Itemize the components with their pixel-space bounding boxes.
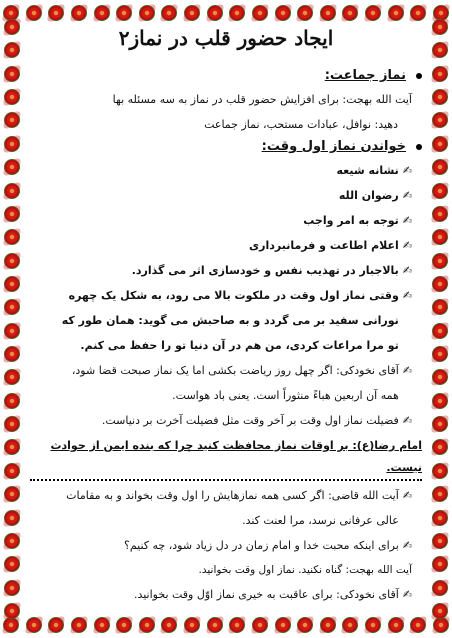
flower-icon (3, 18, 21, 36)
flower-icon (431, 415, 449, 433)
bullet-icon (416, 144, 422, 150)
writing-hand-icon: ✍ (402, 489, 412, 502)
flower-icon (3, 532, 21, 550)
flower-icon (431, 182, 449, 200)
flower-border-left (0, 18, 24, 620)
flower-icon (319, 4, 337, 22)
flower-icon (3, 415, 21, 433)
flower-icon (341, 616, 359, 634)
writing-hand-icon: ✍ (402, 364, 412, 377)
list-item: ✍ توجه به امر واجب (30, 208, 412, 233)
flower-icon (431, 392, 449, 410)
flower-icon (296, 4, 314, 22)
flower-icon (3, 158, 21, 176)
flower-icon (274, 4, 292, 22)
flower-icon (3, 252, 21, 270)
writing-hand-icon: ✍ (402, 239, 412, 252)
list-item-question: ✍ برای اینکه محبت خدا و امام زمان در دل زیاد شود، چه کنیم؟ (30, 533, 412, 558)
flower-icon (47, 616, 65, 634)
list-item: ✍ بالاجبار در تهذیب نفس و خودسازی اثر می گذارد. (30, 258, 412, 283)
document-body (30, 22, 422, 616)
flower-icon (160, 616, 178, 634)
flower-icon (3, 88, 21, 106)
writing-hand-icon: ✍ (402, 264, 412, 277)
list-item-nokhodaki: ✍ آقای نخودکی: اگر چهل روز ریاضت بکشی اما یک نماز صبحت قضا شود، همه آن اربعین هباءً منثوراً است. یعنی باد هواست. (30, 358, 412, 408)
flower-icon (206, 616, 224, 634)
flower-icon (431, 158, 449, 176)
list-item: ✍ رضوان الله (30, 183, 412, 208)
flower-icon (431, 555, 449, 573)
flower-icon (25, 4, 43, 22)
flower-icon (3, 602, 21, 620)
flower-icon (431, 345, 449, 363)
flower-icon (431, 18, 449, 36)
flower-icon (3, 322, 21, 340)
flower-icon (341, 4, 359, 22)
list-item-qazi: ✍ آیت الله قاضی: اگر کسی همه نمازهایش را اول وقت بخواند و به مقامات عالی عرفانی نرسد، مرا لعنت کند. (30, 483, 412, 533)
flower-icon (93, 4, 111, 22)
writing-hand-icon: ✍ (402, 289, 412, 302)
flower-icon (431, 252, 449, 270)
flower-icon (431, 205, 449, 223)
flower-icon (160, 4, 178, 22)
flower-icon (3, 65, 21, 83)
flower-icon (409, 4, 427, 22)
writing-hand-icon: ✍ (402, 164, 412, 177)
writing-hand-icon: ✍ (402, 588, 412, 601)
flower-icon (431, 322, 449, 340)
flower-icon (3, 228, 21, 246)
flower-icon (431, 41, 449, 59)
flower-icon (251, 4, 269, 22)
flower-icon (3, 485, 21, 503)
writing-hand-icon: ✍ (402, 214, 412, 227)
flower-icon (431, 579, 449, 597)
flower-icon (431, 462, 449, 480)
flower-icon (228, 4, 246, 22)
flower-icon (431, 368, 449, 386)
answer-text: آیت الله بهجت: گناه نکنید. نماز اول وقت بخوانید. (198, 564, 412, 576)
list-item: ✍ نشانه شیعه (30, 158, 412, 183)
flower-icon (387, 616, 405, 634)
flower-icon (409, 616, 427, 634)
flower-border-right (428, 18, 452, 620)
writing-hand-icon: ✍ (402, 189, 412, 202)
list-item: ✍ فضیلت نماز اول وقت بر آخر وقت مثل فضیلت آخرت بر دنیاست. (30, 408, 412, 433)
writing-hand-icon: ✍ (402, 539, 412, 552)
flower-icon (3, 438, 21, 456)
flower-icon (387, 4, 405, 22)
flower-icon (183, 616, 201, 634)
flower-icon (138, 4, 156, 22)
section-heading-congregational-prayer: نماز جماعت: (30, 68, 422, 83)
flower-icon (431, 532, 449, 550)
flower-icon (25, 616, 43, 634)
flower-icon (3, 275, 21, 293)
flower-icon (274, 616, 292, 634)
flower-icon (3, 345, 21, 363)
flower-icon (228, 616, 246, 634)
flower-icon (431, 485, 449, 503)
flower-icon (183, 4, 201, 22)
flower-icon (70, 4, 88, 22)
flower-icon (3, 41, 21, 59)
flower-icon (115, 4, 133, 22)
flower-icon (251, 616, 269, 634)
flower-icon (3, 368, 21, 386)
flower-icon (431, 65, 449, 83)
flower-icon (431, 111, 449, 129)
flower-icon (3, 298, 21, 316)
flower-icon (431, 228, 449, 246)
bahjat-quote: آیت الله بهجت: برای افزایش حضور قلب در نماز به سه مسئله بها دهید: نوافل، عبادات مستحب، نماز جماعت (112, 93, 412, 131)
flower-icon (364, 616, 382, 634)
flower-icon (3, 462, 21, 480)
flower-icon (431, 509, 449, 527)
flower-icon (3, 555, 21, 573)
list-item-long: ✍ وقتی نماز اول وقت در ملکوت بالا می رود، به شکل یک چهره نورانی سفید بر می گردد و به صاحبش می گوید: همان طور که تو مرا مراعات کردی، من هم در آن دنیا تو را حفظ می کنم. (30, 283, 412, 358)
flower-icon (115, 616, 133, 634)
flower-icon (3, 392, 21, 410)
flower-icon (3, 509, 21, 527)
flower-icon (47, 4, 65, 22)
flower-icon (3, 579, 21, 597)
writing-hand-icon: ✍ (402, 414, 412, 427)
flower-icon (431, 88, 449, 106)
flower-icon (431, 135, 449, 153)
page-title: ایجاد حضور قلب در نماز۲ (118, 26, 334, 50)
section-heading-early-prayer: خواندن نماز اول وقت: (30, 139, 422, 154)
flower-icon (70, 616, 88, 634)
flower-icon (206, 4, 224, 22)
flower-icon (431, 438, 449, 456)
flower-icon (319, 616, 337, 634)
flower-icon (3, 111, 21, 129)
flower-icon (93, 616, 111, 634)
flower-icon (3, 135, 21, 153)
flower-icon (364, 4, 382, 22)
flower-icon (138, 616, 156, 634)
flower-icon (431, 602, 449, 620)
flower-icon (3, 205, 21, 223)
bullet-icon (416, 73, 422, 79)
flower-icon (296, 616, 314, 634)
flower-icon (3, 182, 21, 200)
flower-icon (431, 298, 449, 316)
list-item: ✍ اعلام اطاعت و فرمانبرداری (30, 233, 412, 258)
flower-icon (431, 275, 449, 293)
imam-reza-quote-banner: امام رضا(ع): بر اوقات نماز محافظت کنید چرا که بنده ایمن از حوادث نیست. (30, 435, 422, 481)
list-item: ✍ آقای نخودکی: برای عاقبت به خیری نماز اوّل وقت بخوانید. (30, 582, 412, 607)
